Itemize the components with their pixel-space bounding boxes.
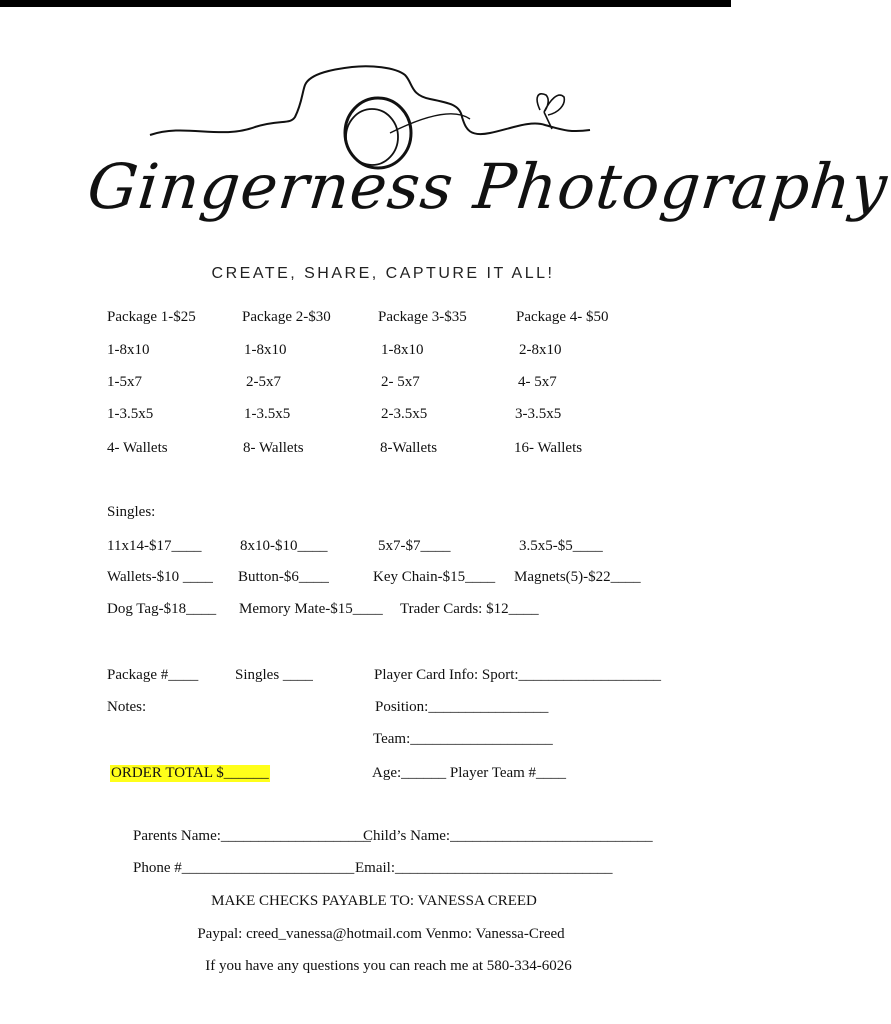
payment-info: Paypal: creed_vanessa@hotmail.com Venmo: Vanessa-Creed	[197, 926, 565, 942]
notes-label: Notes:	[107, 699, 147, 715]
package-3-title: Package 3-$35	[378, 309, 467, 325]
package-3-item: 2- 5x7	[381, 374, 420, 390]
checks-payable: MAKE CHECKS PAYABLE TO: VANESSA CREED	[211, 893, 537, 909]
position-field: Position:________________	[375, 699, 549, 715]
package-2-item: 8- Wallets	[243, 440, 304, 456]
single-option: Button-$6____	[238, 569, 329, 585]
package-3-item: 2-3.5x5	[381, 406, 428, 422]
package-3-item: 1-8x10	[381, 342, 424, 358]
package-2-item: 1-3.5x5	[244, 406, 291, 422]
package-2-title: Package 2-$30	[242, 309, 331, 325]
package-3-item: 8-Wallets	[380, 440, 438, 456]
package-2-item: 2-5x7	[246, 374, 281, 390]
package-1-item: 1-3.5x5	[107, 406, 154, 422]
package-4-title: Package 4- $50	[516, 309, 609, 325]
single-option: 11x14-$17____	[107, 538, 202, 554]
package-2-item: 1-8x10	[244, 342, 287, 358]
tagline: CREATE, SHARE, CAPTURE IT ALL!	[211, 265, 555, 282]
single-option: Wallets-$10 ____	[107, 569, 213, 585]
player-sport-field: Player Card Info: Sport:___________________	[374, 667, 662, 683]
single-option: Memory Mate-$15____	[239, 601, 383, 617]
single-option: 5x7-$7____	[378, 538, 451, 554]
single-option: Key Chain-$15____	[373, 569, 496, 585]
package-number-field: Package #____	[107, 667, 199, 683]
team-field: Team:___________________	[373, 731, 553, 747]
single-option: Magnets(5)-$22____	[514, 569, 641, 585]
singles-title: Singles:	[107, 504, 156, 520]
order-total: ORDER TOTAL $______	[111, 765, 269, 781]
package-1-title: Package 1-$25	[107, 309, 196, 325]
brand-name: Gingerness Photography	[84, 150, 891, 223]
package-4-item: 3-3.5x5	[515, 406, 562, 422]
top-border	[0, 0, 731, 7]
package-1-item: 1-8x10	[107, 342, 150, 358]
package-1-item: 1-5x7	[107, 374, 142, 390]
questions-contact: If you have any questions you can reach me at 580-334-6026	[205, 958, 572, 974]
package-1-item: 4- Wallets	[107, 440, 168, 456]
phone-field: Phone #_______________________	[133, 860, 355, 876]
single-option: 8x10-$10____	[240, 538, 328, 554]
package-4-item: 16- Wallets	[514, 440, 583, 456]
package-4-item: 2-8x10	[519, 342, 562, 358]
email-field: Email:_____________________________	[355, 860, 613, 876]
parents-name-field: Parents Name:____________________	[133, 828, 371, 844]
package-4-item: 4- 5x7	[518, 374, 557, 390]
single-option: 3.5x5-$5____	[519, 538, 603, 554]
child-name-field: Child’s Name:___________________________	[363, 828, 653, 844]
age-team-field: Age:______ Player Team #____	[372, 765, 567, 781]
single-option: Trader Cards: $12____	[400, 601, 539, 617]
singles-field: Singles ____	[235, 667, 313, 683]
single-option: Dog Tag-$18____	[107, 601, 217, 617]
